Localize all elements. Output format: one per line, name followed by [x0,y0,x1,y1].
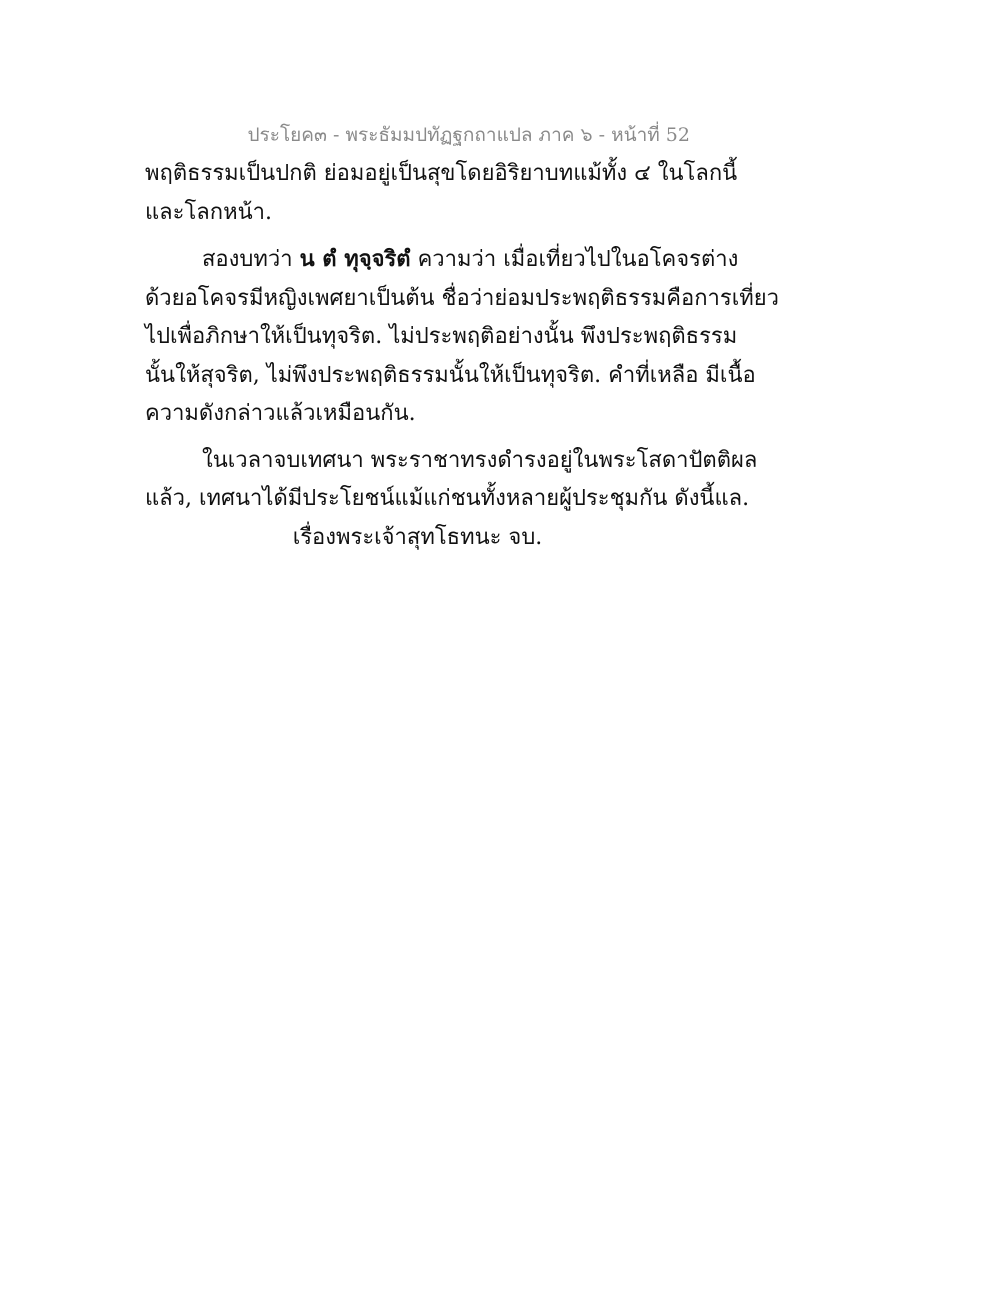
paragraph-line: และโลกหน้า. [145,199,272,225]
text-segment: สองบทว่า [202,247,300,272]
paragraph-line: แล้ว, เทศนาได้มีประโยชน์แม้แก่ชนทั้งหลายผู้ประชุมกัน ดังนี้แล. [145,486,750,511]
paragraph-line: ไปเพื่อภิกษาให้เป็นทุจริต. ไม่ประพฤติอย่างนั้น พึงประพฤติธรรม [145,324,738,349]
paragraph-spacer [145,232,690,240]
closing-line: เรื่องพระเจ้าสุทโธทนะ จบ. [292,524,543,550]
paragraph-3 [145,442,758,519]
page-header [145,120,690,150]
paragraph-line: ด้วยอโคจรมีหญิงเพศยาเป็นต้น ชื่อว่าย่อมประพฤติธรรมคือการเที่ยว [145,285,779,311]
paragraph-line: ในเวลาจบเทศนา พระราชาทรงดำรงอยู่ในพระโสดาปัตติผล [202,447,758,473]
paragraph-line: นั้นให้สุจริต, ไม่พึงประพฤติธรรมนั้นให้เป็นทุจริต. คำที่เหลือ มีเนื้อ [145,362,756,388]
running-header-text: ประโยค๓ - พระธัมมปทัฏฐกถาแปล ภาค ๖ - หน้าที่ 52 [247,124,690,146]
body-text [145,155,779,557]
paragraph-2 [145,240,779,434]
text-segment: ความว่า เมื่อเที่ยวไปในอโคจรต่าง [410,247,739,272]
paragraph-line: ความดังกล่าวแล้วเหมือนกัน. [145,401,416,426]
pali-term: น ตํ ทุจฺจริตํ [299,246,411,272]
paragraph-line [145,240,739,280]
paragraph-line: พฤติธรรมเป็นปกติ ย่อมอยู่เป็นสุขโดยอิริยาบทแม้ทั้ง ๔ ในโลกนี้ [145,161,738,186]
paragraph-spacer [145,434,690,442]
paragraph-1 [145,155,738,232]
